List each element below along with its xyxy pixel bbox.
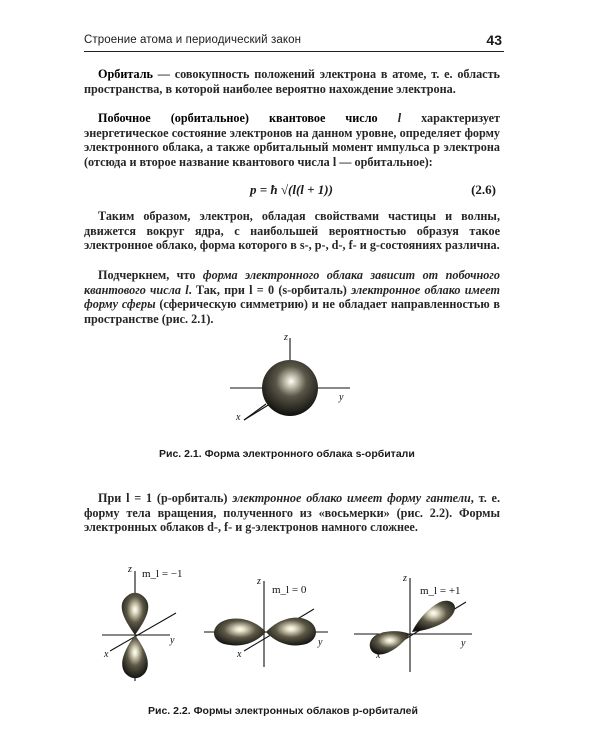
formula-expression: p = ħ √(l(l + 1)): [250, 182, 333, 197]
p5-text-a: При l = 1 (p-орбиталь): [98, 491, 233, 505]
lobe-left: [214, 619, 266, 646]
figure-2-2-caption: [148, 705, 418, 717]
formula-2-6: [84, 182, 500, 200]
p4-italic-b: электронное облако имеет форму сферы: [84, 282, 501, 312]
lobe-right: [266, 618, 316, 646]
figure-p-orbital-ml-minus-1: [98, 565, 198, 685]
p5-italic-a: электронное облако имеет форму гантели: [232, 491, 471, 505]
p1-ml-label: m_l = −1: [142, 568, 183, 580]
p1-axis-label-y: y: [170, 635, 175, 646]
p3-ml-label: m_l = +1: [420, 585, 461, 597]
paragraph-s-orbital: [84, 268, 500, 326]
p4-text-c: (сферическую симметрию) и не обладает направленностью в пространстве (рис. 2.1).: [84, 297, 500, 326]
figure-s-orbital: [220, 328, 370, 438]
figure-p-orbital-ml-0: [204, 575, 334, 675]
s-orbital-sphere: [262, 360, 318, 416]
p1-axis-label-z: z: [128, 564, 132, 575]
p2-ml-label: m_l = 0: [272, 584, 307, 596]
page-number: 43: [486, 32, 502, 48]
figure-p-orbital-ml-plus-1: [354, 572, 474, 678]
formula-number: (2.6): [471, 182, 496, 197]
p5-text-b: , т. е. форму тела вращения, полученного из «восьмерки» (рис. 2.2). Формы электронных облаков d-, f- и g-электронов намного сложнее.: [84, 491, 500, 535]
term-orbital: Орбиталь: [98, 67, 153, 81]
figure-2-1-caption: [159, 448, 415, 460]
paragraph-electron-cloud-text: Таким образом, электрон, обладая свойствами частицы и волны, движется вокруг ядра, с наибольшей вероятностью образуя такое электронное облако, форма которого в s-, p-, d-, f- и g-состояниях различна.: [84, 209, 500, 253]
p3-axis-label-z: z: [403, 573, 407, 584]
figure-2-1-label: Рис. 2.1.: [159, 448, 202, 460]
symbol-l: l: [397, 111, 402, 125]
p3-axis-label-x: x: [376, 650, 381, 661]
figure-2-1-text: Форма электронного облака s-орбитали: [201, 448, 415, 460]
quantum-number-text: характеризует энергетическое состояние электронов на данном уровне, определяет форму электронного облака, а также орбитальный момент импульса p электрона (отсюда и второе название квантового числа l — орбитальное):: [84, 111, 500, 169]
axis-label-x: x: [236, 412, 241, 423]
figure-2-2-text: Формы электронных облаков p-орбиталей: [190, 705, 418, 717]
paragraph-electron-cloud: [84, 209, 500, 253]
p2-axis-label-x: x: [237, 649, 242, 660]
lobe-upper: [122, 593, 149, 635]
figure-2-2-label: Рис. 2.2.: [148, 705, 191, 717]
axis-label-y: y: [339, 392, 344, 403]
p2-axis-label-z: z: [257, 576, 261, 587]
quantum-number-definition: [84, 111, 500, 169]
p4-text-b: . Так, при l = 0 (s-орбиталь): [188, 282, 352, 297]
p3-axis-label-y: y: [461, 638, 466, 649]
p2-axis-label-y: y: [318, 637, 323, 648]
term-quantum-number: Побочное (орбитальное) квантовое число: [98, 111, 378, 125]
orbital-definition: [84, 67, 500, 96]
p4-italic-a: форма электронного облака зависит от побочного квантового числа l: [84, 268, 500, 297]
orbital-definition-text: — совокупность положений электрона в атоме, т. е. область пространства, в которой наиболее вероятно нахождение электрона.: [84, 67, 500, 96]
running-header-title: Строение атома и периодический закон: [84, 34, 302, 46]
running-header: [84, 33, 504, 52]
axis-label-z: z: [284, 332, 288, 343]
p4-text-a: Подчеркнем, что: [98, 268, 203, 282]
lobe-upper-right: [412, 601, 455, 632]
paragraph-p-orbital: [84, 491, 500, 535]
p1-axis-label-x: x: [104, 649, 109, 660]
